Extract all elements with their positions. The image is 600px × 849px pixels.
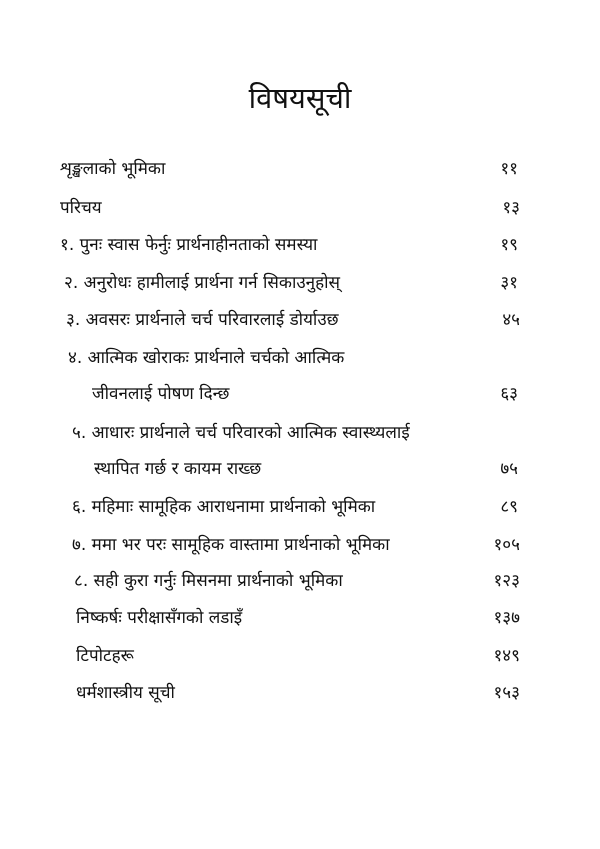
toc-entry-page: १३	[502, 198, 520, 218]
toc-entry-page: १०५	[493, 535, 520, 555]
toc-entry-title: परिचय	[60, 198, 102, 218]
toc-entry-page: ११	[500, 159, 518, 179]
toc-entry-title: शृङ्खलाको भूमिका	[60, 159, 166, 179]
toc-entry-page: १४९	[493, 646, 520, 666]
toc-entry-page: ३१	[500, 273, 518, 293]
page-title: विषयसूची	[248, 81, 352, 115]
toc-entry-title: २. अनुरोधः हामीलाई प्रार्थना गर्न सिकाउनुहोस्	[64, 273, 341, 293]
toc-entry-page: १९	[500, 235, 518, 255]
toc-entry-title: ३. अवसरः प्रार्थनाले चर्च परिवारलाई डोर्याउछ	[66, 310, 339, 330]
toc-entry-title: ८. सही कुरा गर्नुः मिसनमा प्रार्थनाको भूमिका	[74, 571, 343, 591]
toc-entry-page: ४५	[502, 310, 520, 330]
toc-entry-page: ६३	[500, 384, 518, 404]
toc-entry-title: ४. आत्मिक खोराकः प्रार्थनाले चर्चको आत्मिक	[68, 348, 345, 368]
toc-entry-title: ६. महिमाः सामूहिक आराधनामा प्रार्थनाको भूमिका	[72, 497, 376, 517]
toc-entry-page: ७५	[500, 459, 518, 479]
toc-entry-title-continuation: स्थापित गर्छ र कायम राख्छ	[94, 459, 262, 479]
toc-entry-title-continuation: जीवनलाई पोषण दिन्छ	[92, 384, 230, 404]
toc-entry-title: निष्कर्षः परीक्षासँगको लडाइँ	[76, 608, 243, 628]
toc-entry-title: ५. आधारः प्रार्थनाले चर्च परिवारको आत्मिक स्वास्थ्यलाई	[72, 423, 410, 443]
toc-entry-title: ७. ममा भर परः सामूहिक वास्तामा प्रार्थनाको भूमिका	[72, 535, 390, 555]
toc-entry-title: १. पुनः स्वास फेर्नुः प्रार्थनाहीनताको समस्या	[60, 235, 318, 255]
toc-entry-title: टिपोटहरू	[76, 646, 134, 666]
toc-entry-page: ८९	[500, 497, 518, 517]
toc-entry-title: धर्मशास्त्रीय सूची	[76, 683, 175, 703]
toc-entry-page: १५३	[493, 683, 520, 703]
toc-entry-page: १३७	[493, 608, 520, 628]
toc-entry-page: १२३	[493, 571, 520, 591]
